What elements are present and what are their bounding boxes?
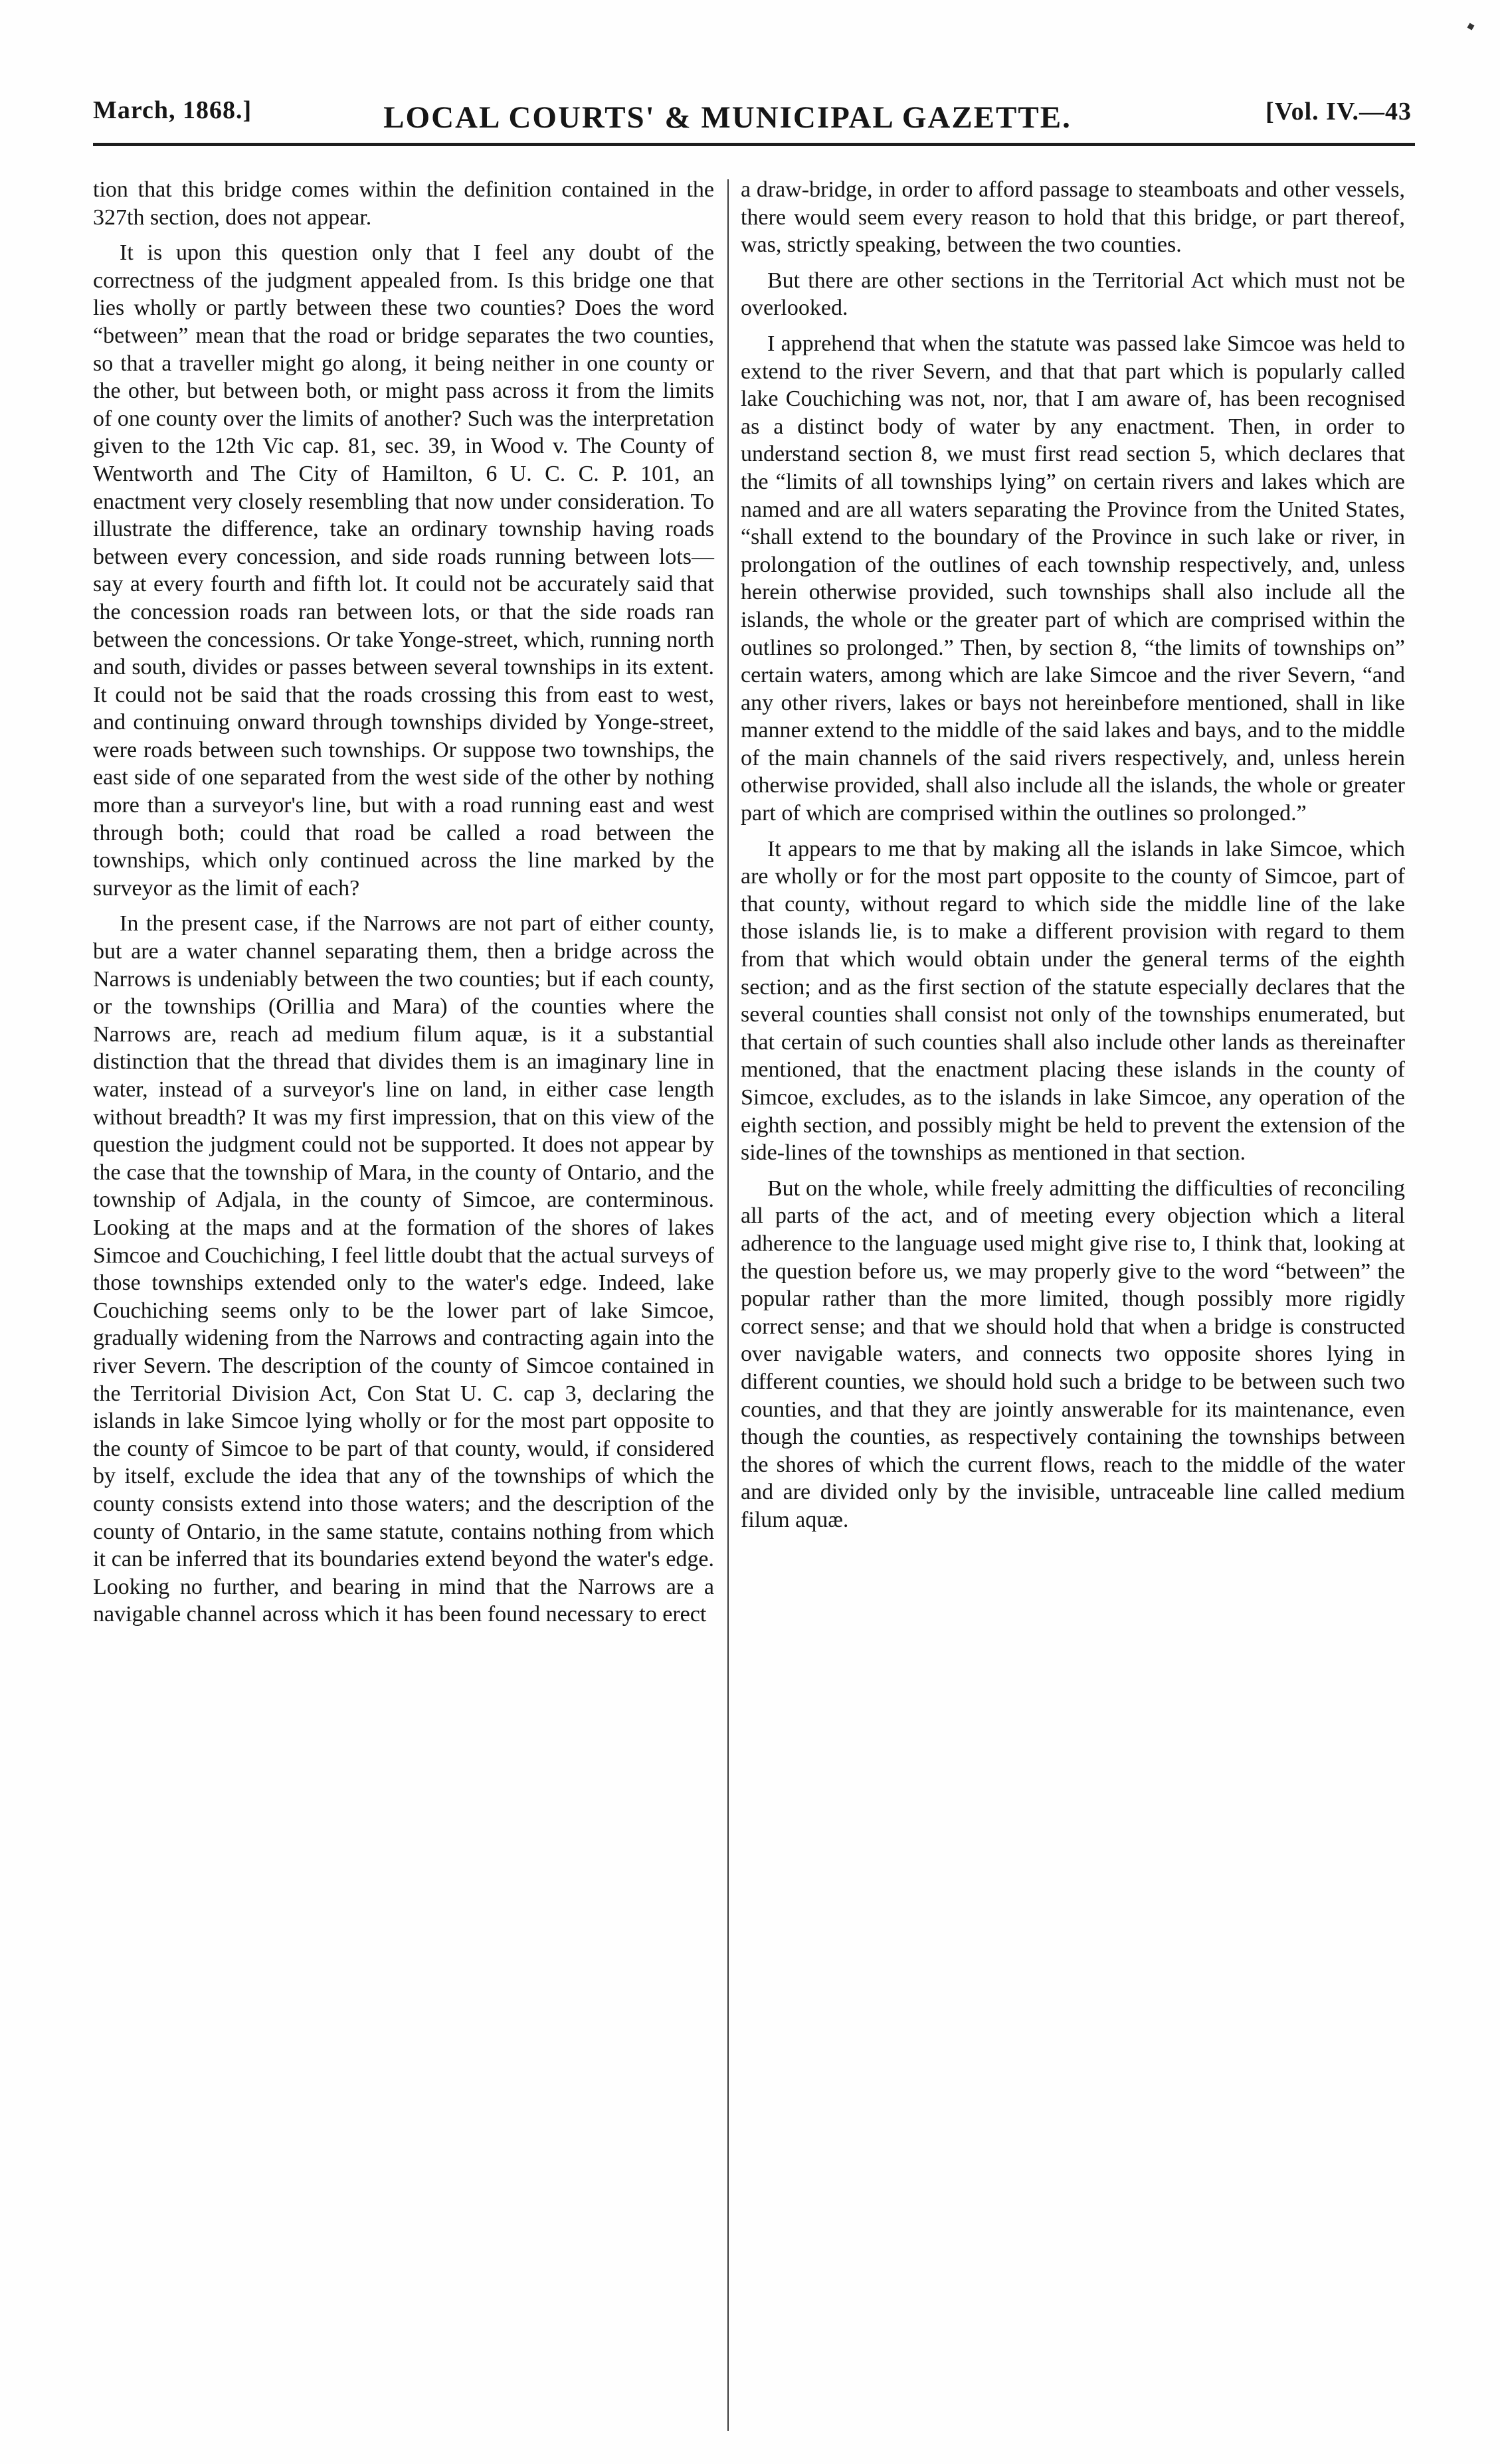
- left-column: [93, 176, 714, 1636]
- left-paragraph-3: In the present case, if the Narrows are not part of either county, but are a water channel separating them, then a bridge across the Narrows is undeniably between the two counties; but if each county, or the townships (Orillia and Mara) of the counties where the Narrows are, reach ad medium filum aquæ, is it a substantial distinction that the thread that divides them is an imaginary line in water, instead of a surveyor's line on land, in either case length without breadth? It was my first impression, that on this view of the question the judgment could not be supported. It does not appear by the case that the township of Mara, in the county of Ontario, and the township of Adjala, in the county of Simcoe, are conterminous. Looking at the maps and at the formation of the shores of lakes Simcoe and Couchiching, I feel little doubt that the actual surveys of those townships extended only to the water's edge. Indeed, lake Couchiching seems only to be the lower part of lake Simcoe, gradually widening from the Narrows and contracting again into the river Severn. The description of the county of Simcoe contained in the Territorial Division Act, Con Stat U. C. cap 3, declaring the islands in lake Simcoe lying wholly or for the most part opposite to the county of Simcoe to be part of that county, would, if considered by itself, exclude the idea that any of the townships of which the county consists extend into those waters; and the description of the county of Ontario, in the same statute, contains nothing from which it can be inferred that its boundaries extend beyond the water's edge. Looking no further, and bearing in mind that the Narrows are a navigable channel across which it has been found necessary to erect: [93, 911, 714, 1627]
- left-paragraph-2: It is upon this question only that I feel any doubt of the correctness of the judgment appealed from. Is this bridge one that lies wholly or partly between these two counties? Does the word “between” mean that the road or bridge separates the two counties, so that a traveller might go along, it being neither in one county or the other, but between both, or might pass across it from the limits of one county over the limits of another? Such was the interpretation given to the 12th Vic cap. 81, sec. 39, in Wood v. The County of Wentworth and The City of Hamilton, 6 U. C. C. P. 101, an enactment very closely resembling that now under consideration. To illustrate the difference, take an ordinary township having roads between every concession, and side roads running between lots—say at every fourth and fifth lot. It could not be accurately said that the concession roads ran between lots, or that the side roads ran between the concessions. Or take Yonge-street, which, running north and south, divides or passes between several townships in its extent. It could not be said that the roads crossing this from east to west, and continuing onward through townships divided by Yonge-street, were roads between such townships. Or suppose two townships, the east side of one separated from the west side of the other by nothing more than a surveyor's line, but with a road running east and west through both; could that road be called a road between the townships, which only continued across the line marked by the surveyor as the limit of each?: [93, 240, 714, 901]
- volume-page-number: [Vol. IV.—43: [1266, 98, 1412, 126]
- issue-date: March, 1868.]: [93, 96, 252, 124]
- right-paragraph-4: It appears to me that by making all the islands in lake Simcoe, which are wholly or for the most part opposite to the county of Simcoe, part of that county, without regard to which side the middle line of the lake those islands lie, is to make a different provision with regard to them from that which would obtain under the general terms of the eighth section; and as the first section of the statute especially declares that the several counties shall consist not only of the townships enumerated, but that certain of such counties shall also include other lands as thereinafter mentioned, that the enactment placing these islands in the county of Simcoe, excludes, as to the islands in lake Simcoe, any operation of the eighth section, and possibly might be held to prevent the extension of the side-lines of the townships as mentioned in that section.: [741, 836, 1405, 1166]
- left-paragraph-1: tion that this bridge comes within the definition contained in the 327th section, does not appear.: [93, 177, 714, 230]
- right-paragraph-2: But there are other sections in the Territorial Act which must not be overlooked.: [741, 268, 1405, 321]
- running-header: [93, 85, 1412, 138]
- ink-speck: [1467, 23, 1475, 31]
- right-paragraph-1: a draw-bridge, in order to afford passage to steamboats and other vessels, there would seem every reason to hold that this bridge, or part thereof, was, strictly speaking, between the two counties.: [741, 177, 1405, 258]
- header-rule: [93, 143, 1415, 146]
- publication-title: LOCAL COURTS' & MUNICIPAL GAZETTE.: [383, 100, 1072, 135]
- right-paragraph-5: But on the whole, while freely admitting the difficulties of reconciling all parts of the act, and of meeting every objection which a literal adherence to the language used might give rise to, I think that, looking at the question before us, we may properly give to the word “between” the popular rather than the more limited, though possibly more rigidly correct sense; and that we should hold that when a bridge is constructed over navigable waters, and connects two opposite shores lying in different counties, we should hold such a bridge to be between such two counties, and that they are jointly answerable for its maintenance, even though the counties, as respectively containing the townships between the shores of which the current flows, reach to the middle of the water and are divided only by the invisible, untraceable line called medium filum aquæ.: [741, 1176, 1405, 1532]
- column-divider: [727, 179, 729, 2431]
- right-paragraph-3: I apprehend that when the statute was passed lake Simcoe was held to extend to the river Severn, and that that part which is popularly called lake Couchiching was not, nor, that I am aware of, has been recognised as a distinct body of water by any enactment. Then, in order to understand section 8, we must first read section 5, which declares that the “limits of all townships lying” on certain rivers and lakes which are named and are all waters separating the Province from the United States, “shall extend to the boundary of the Province in such lake or river, in prolongation of the outlines of each township respectively, and, unless herein otherwise provided, such townships shall also include all the islands, the whole or the greater part of which are comprised within the outlines so prolonged.” Then, by section 8, “the limits of townships on” certain waters, among which are lake Simcoe and the river Severn, “and any other rivers, lakes or bays not hereinbefore mentioned, shall in like manner extend to the middle of the said lakes and bays, and to the middle of the main channels of the said rivers respectively, and, unless herein otherwise provided, shall also include all the islands, the whole or greater part of which are comprised within the outlines so prolonged.”: [741, 331, 1405, 826]
- right-column: [741, 176, 1405, 1542]
